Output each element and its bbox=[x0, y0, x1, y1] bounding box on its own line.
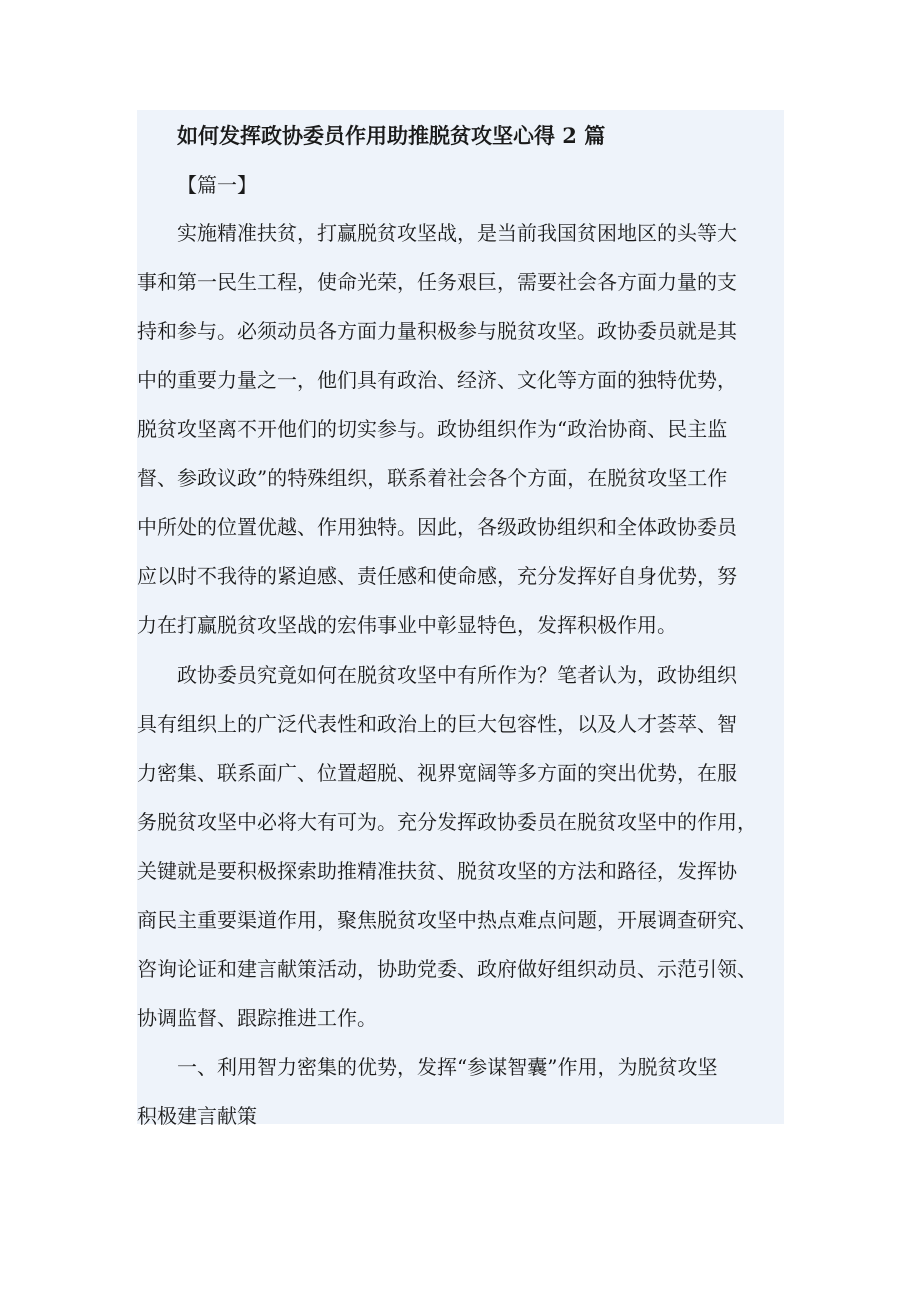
paragraph-line: 协调监督、跟踪推进工作。 bbox=[137, 1006, 377, 1030]
paragraph-line: 中所处的位置优越、作用独特。因此，各级政协组织和全体政协委员 bbox=[137, 515, 737, 539]
paragraph-line: 具有组织上的广泛代表性和政治上的巨大包容性，以及人才荟萃、智 bbox=[137, 712, 737, 736]
paragraph-line: 力在打赢脱贫攻坚战的宏伟事业中彰显特色，发挥积极作用。 bbox=[137, 613, 677, 637]
paragraph-line: 关键就是要积极探索助推精准扶贫、脱贫攻坚的方法和路径，发挥协 bbox=[137, 859, 737, 883]
document-body bbox=[137, 110, 784, 1128]
paragraph-line: 商民主重要渠道作用，聚焦脱贫攻坚中热点难点问题，开展调查研究、 bbox=[137, 908, 757, 932]
paragraph-line: 应以时不我待的紧迫感、责任感和使命感，充分发挥好自身优势，努 bbox=[137, 564, 737, 588]
paragraph-line: 实施精准扶贫，打赢脱贫攻坚战，是当前我国贫困地区的头等大 bbox=[177, 221, 737, 245]
paragraph-line: 中的重要力量之一，他们具有政治、经济、文化等方面的独特优势， bbox=[137, 368, 737, 392]
paragraph-line: 持和参与。必须动员各方面力量积极参与脱贫攻坚。政协委员就是其 bbox=[137, 319, 737, 343]
paragraph-line: 政协委员究竟如何在脱贫攻坚中有所作为？笔者认为，政协组织 bbox=[177, 663, 737, 687]
section-label: 【篇一】 bbox=[177, 173, 257, 197]
paragraph-line: 一、利用智力密集的优势，发挥“参谋智囊”作用，为脱贫攻坚 bbox=[177, 1055, 718, 1079]
paragraph-line: 督、参政议政”的特殊组织，联系着社会各个方面，在脱贫攻坚工作 bbox=[137, 466, 728, 490]
paragraph-line: 脱贫攻坚离不开他们的切实参与。政协组织作为“政治协商、民主监 bbox=[137, 417, 728, 441]
document-title: 如何发挥政协委员作用助推脱贫攻坚心得 2 篇 bbox=[177, 123, 606, 148]
paragraph-line: 事和第一民生工程，使命光荣，任务艰巨，需要社会各方面力量的支 bbox=[137, 270, 737, 294]
paragraph-line: 力密集、联系面广、位置超脱、视界宽阔等多方面的突出优势，在服 bbox=[137, 761, 737, 785]
paragraph-line: 积极建言献策 bbox=[137, 1104, 257, 1128]
paragraph-line: 务脱贫攻坚中必将大有可为。充分发挥政协委员在脱贫攻坚中的作用， bbox=[137, 810, 757, 834]
paragraph-line: 咨询论证和建言献策活动，协助党委、政府做好组织动员、示范引领、 bbox=[137, 957, 757, 981]
